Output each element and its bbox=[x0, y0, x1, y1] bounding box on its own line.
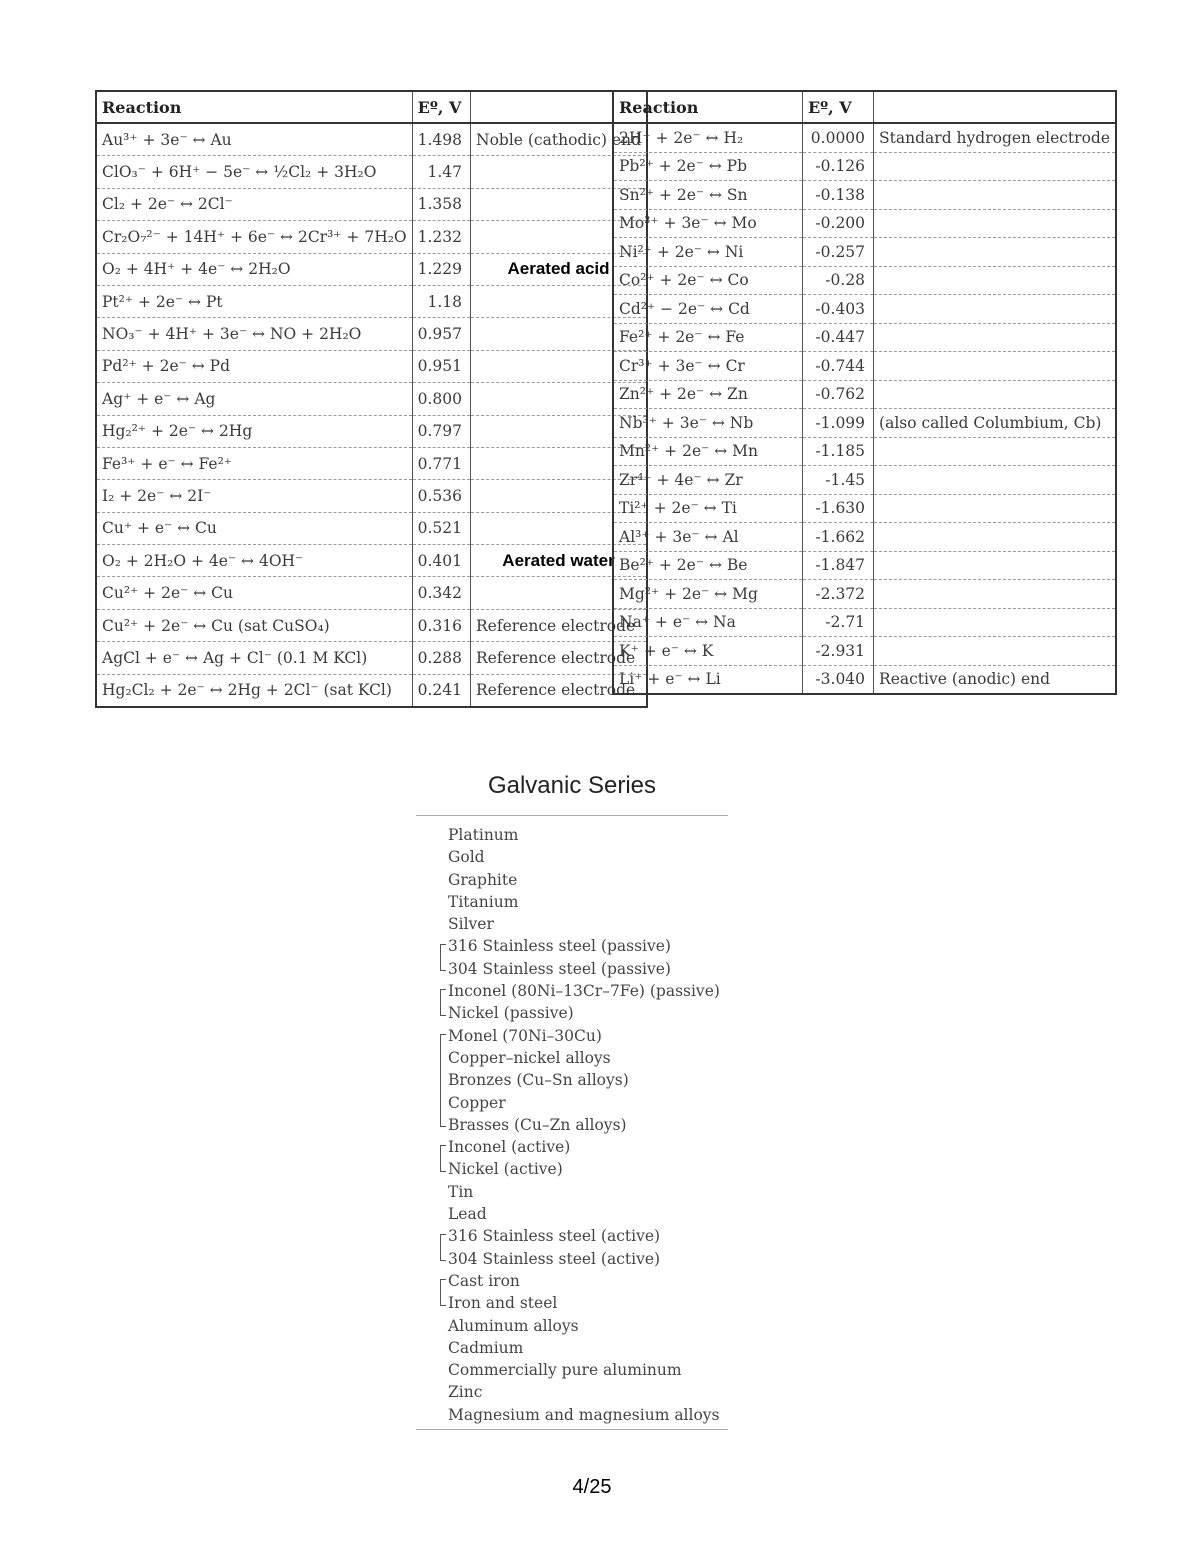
table-row bbox=[96, 123, 647, 156]
reaction-cell: Li⁺ + e⁻ ↔ Li bbox=[619, 670, 721, 689]
potential-cell: -1.45 bbox=[802, 466, 873, 495]
note-cell bbox=[874, 380, 1116, 409]
galvanic-series-title: Galvanic Series bbox=[487, 772, 657, 799]
table-row bbox=[613, 494, 1116, 523]
reaction-cell: Ag⁺ + e⁻ ↔ Ag bbox=[96, 383, 412, 415]
reaction-cell: I₂ + 2e⁻ ↔ 2I⁻ bbox=[96, 480, 412, 512]
reaction-cell: Mg²⁺ + 2e⁻ ↔ Mg bbox=[613, 580, 802, 609]
table-row bbox=[613, 323, 1116, 352]
table-row bbox=[96, 318, 647, 350]
potential-cell: 0.771 bbox=[412, 447, 470, 479]
galvanic-series-item: Iron and steel bbox=[440, 1292, 720, 1314]
galvanic-series-list bbox=[440, 824, 720, 1426]
potential-cell: 0.800 bbox=[412, 383, 470, 415]
galvanic-series-item: Cadmium bbox=[448, 1338, 524, 1357]
note-cell bbox=[874, 437, 1116, 466]
potential-cell: 0.316 bbox=[412, 609, 470, 641]
note-cell bbox=[874, 295, 1116, 324]
reaction-cell: Nb³⁺ + 3e⁻ ↔ Nb bbox=[613, 409, 802, 438]
note-cell bbox=[874, 637, 1116, 666]
galvanic-series-item: Copper–nickel alloys bbox=[440, 1047, 720, 1069]
reaction-cell: Be²⁺ + 2e⁻ ↔ Be bbox=[613, 551, 802, 580]
table-row bbox=[96, 285, 647, 317]
note-cell bbox=[874, 551, 1116, 580]
note-cell: Standard hydrogen electrode bbox=[874, 123, 1116, 152]
potential-cell: 1.229 bbox=[412, 253, 470, 285]
table-row bbox=[613, 608, 1116, 637]
reaction-cell: Cr³⁺ + 3e⁻ ↔ Cr bbox=[613, 352, 802, 381]
reaction-cell: Ti²⁺ + 2e⁻ ↔ Ti bbox=[613, 494, 802, 523]
potential-cell: -0.447 bbox=[802, 323, 873, 352]
reaction-cell: Ni²⁺ + 2e⁻ ↔ Ni bbox=[613, 238, 802, 267]
potential-cell: 0.342 bbox=[412, 577, 470, 609]
table-row bbox=[96, 642, 647, 674]
galvanic-series-item: Inconel (active) bbox=[440, 1136, 720, 1158]
table-row bbox=[613, 152, 1116, 181]
reaction-cell: AgCl + e⁻ ↔ Ag + Cl⁻ (0.1 M KCl) bbox=[96, 642, 412, 674]
potential-cell: -1.630 bbox=[802, 494, 873, 523]
reaction-cell: Zn²⁺ + 2e⁻ ↔ Zn bbox=[613, 380, 802, 409]
note-cell bbox=[874, 580, 1116, 609]
reaction-cell: Cu²⁺ + 2e⁻ ↔ Cu bbox=[96, 577, 412, 609]
potential-cell: 1.498 bbox=[412, 123, 470, 156]
note-cell bbox=[874, 209, 1116, 238]
table-body bbox=[96, 123, 647, 707]
table-body bbox=[613, 123, 1116, 694]
galvanic-series-item: Inconel (80Ni–13Cr–7Fe) (passive) bbox=[440, 980, 720, 1002]
reaction-cell: K⁺ + e⁻ ↔ K bbox=[613, 637, 802, 666]
reaction-cell: O₂ + 2H₂O + 4e⁻ ↔ 4OH⁻ bbox=[96, 545, 412, 577]
note-cell: Reactive (anodic) end bbox=[874, 665, 1116, 694]
note-cell bbox=[874, 466, 1116, 495]
note-cell: Aerated water bbox=[471, 545, 648, 577]
standard-potential-table-noble bbox=[95, 90, 648, 708]
reaction-cell: Hg₂²⁺ + 2e⁻ ↔ 2Hg bbox=[96, 415, 412, 447]
reaction-cell: Cr₂O₇²⁻ + 14H⁺ + 6e⁻ ↔ 2Cr³⁺ + 7H₂O bbox=[96, 221, 412, 253]
potential-cell: -2.931 bbox=[802, 637, 873, 666]
note-cell bbox=[874, 494, 1116, 523]
reaction-cell: Fe²⁺ + 2e⁻ ↔ Fe bbox=[613, 323, 802, 352]
reaction-cell: Cu⁺ + e⁻ ↔ Cu bbox=[96, 512, 412, 544]
reaction-cell: Au³⁺ + 3e⁻ ↔ Au bbox=[96, 123, 412, 156]
potential-cell: -1.185 bbox=[802, 437, 873, 466]
table-row bbox=[613, 295, 1116, 324]
potential-cell: -3.040 bbox=[802, 665, 873, 694]
table-row bbox=[96, 577, 647, 609]
potential-cell: 0.521 bbox=[412, 512, 470, 544]
galvanic-series-item: Magnesium and magnesium alloys bbox=[448, 1405, 720, 1424]
galvanic-series-item: Bronzes (Cu–Sn alloys) bbox=[440, 1069, 720, 1091]
reaction-cell: Mn²⁺ + 2e⁻ ↔ Mn bbox=[613, 437, 802, 466]
header-potential: Eº, V bbox=[802, 91, 873, 123]
reaction-cell: Cd²⁺ − 2e⁻ ↔ Cd bbox=[613, 295, 802, 324]
potential-cell: 1.47 bbox=[412, 156, 470, 188]
note-cell bbox=[874, 238, 1116, 267]
table-row bbox=[96, 253, 647, 285]
potential-cell: 0.957 bbox=[412, 318, 470, 350]
header-reaction: Reaction bbox=[613, 91, 802, 123]
table-row bbox=[613, 437, 1116, 466]
reaction-cell: Pd²⁺ + 2e⁻ ↔ Pd bbox=[96, 350, 412, 382]
table-row bbox=[613, 523, 1116, 552]
potential-cell: -1.662 bbox=[802, 523, 873, 552]
list-divider bbox=[416, 1429, 728, 1430]
note-cell: Noble (cathodic) end bbox=[471, 123, 648, 156]
potential-cell: 0.401 bbox=[412, 545, 470, 577]
potential-cell: -0.28 bbox=[802, 266, 873, 295]
reaction-cell: O₂ + 4H⁺ + 4e⁻ ↔ 2H₂O bbox=[96, 253, 412, 285]
table-row bbox=[613, 266, 1116, 295]
note-cell bbox=[874, 152, 1116, 181]
reaction-cell: Hg₂Cl₂ + 2e⁻ ↔ 2Hg + 2Cl⁻ (sat KCl) bbox=[102, 681, 392, 700]
table-row bbox=[613, 380, 1116, 409]
galvanic-series-item: Monel (70Ni–30Cu) bbox=[440, 1025, 720, 1047]
potential-cell: -2.372 bbox=[802, 580, 873, 609]
reaction-cell: Fe³⁺ + e⁻ ↔ Fe²⁺ bbox=[96, 447, 412, 479]
table-row bbox=[96, 480, 647, 512]
galvanic-series-item: Zinc bbox=[448, 1383, 483, 1402]
potential-cell: 0.0000 bbox=[802, 123, 873, 152]
potential-cell: -0.403 bbox=[802, 295, 873, 324]
note-cell bbox=[874, 608, 1116, 637]
galvanic-series-item: 316 Stainless steel (active) bbox=[440, 1225, 720, 1247]
reaction-cell: Na⁺ + e⁻ ↔ Na bbox=[613, 608, 802, 637]
table-row bbox=[96, 674, 647, 707]
galvanic-series-item: Silver bbox=[448, 915, 494, 934]
note-cell bbox=[874, 266, 1116, 295]
table-row bbox=[96, 447, 647, 479]
reaction-cell: Zr⁴⁺ + 4e⁻ ↔ Zr bbox=[613, 466, 802, 495]
note-cell: Reference electrode bbox=[471, 674, 648, 707]
table-row bbox=[96, 156, 647, 188]
table-row bbox=[613, 466, 1116, 495]
note-cell: Reference electrode bbox=[471, 609, 648, 641]
reaction-cell: Cl₂ + 2e⁻ ↔ 2Cl⁻ bbox=[96, 188, 412, 220]
table-row bbox=[96, 221, 647, 253]
galvanic-series-item: Copper bbox=[440, 1092, 720, 1114]
potential-cell: 1.232 bbox=[412, 221, 470, 253]
galvanic-series-item: 316 Stainless steel (passive) bbox=[440, 935, 720, 957]
header-potential: Eº, V bbox=[412, 91, 470, 123]
potential-cell: 0.288 bbox=[412, 642, 470, 674]
table-row bbox=[613, 409, 1116, 438]
table-row bbox=[613, 580, 1116, 609]
table-row bbox=[613, 238, 1116, 267]
galvanic-series-item: Nickel (active) bbox=[440, 1158, 720, 1180]
table-row bbox=[613, 551, 1116, 580]
galvanic-series-item: Aluminum alloys bbox=[448, 1316, 579, 1335]
potential-cell: -0.257 bbox=[802, 238, 873, 267]
galvanic-series-item: 304 Stainless steel (active) bbox=[440, 1248, 720, 1270]
note-cell bbox=[874, 352, 1116, 381]
table-header-row bbox=[613, 91, 1116, 123]
header-note bbox=[874, 91, 1116, 123]
note-cell: Aerated acid bbox=[471, 253, 648, 285]
galvanic-series-item: 304 Stainless steel (passive) bbox=[440, 958, 720, 980]
reaction-cell: Sn²⁺ + 2e⁻ ↔ Sn bbox=[613, 181, 802, 210]
table-row bbox=[613, 637, 1116, 666]
page-number: 4/25 bbox=[572, 1476, 612, 1498]
potential-cell: 0.241 bbox=[412, 674, 470, 707]
note-cell: Reference electrode bbox=[471, 642, 648, 674]
note-cell: (also called Columbium, Cb) bbox=[874, 409, 1116, 438]
potential-cell: 1.358 bbox=[412, 188, 470, 220]
potential-cell: -0.762 bbox=[802, 380, 873, 409]
galvanic-series-item: Lead bbox=[448, 1205, 487, 1224]
potential-cell: -2.71 bbox=[802, 608, 873, 637]
header-reaction: Reaction bbox=[96, 91, 412, 123]
reaction-cell: Pt²⁺ + 2e⁻ ↔ Pt bbox=[96, 285, 412, 317]
galvanic-series-item: Titanium bbox=[448, 892, 519, 911]
potential-cell: -0.200 bbox=[802, 209, 873, 238]
table-row bbox=[613, 123, 1116, 152]
table-row bbox=[96, 188, 647, 220]
title-divider bbox=[416, 815, 728, 816]
galvanic-series-item: Commercially pure aluminum bbox=[448, 1361, 682, 1380]
galvanic-series-item: Tin bbox=[448, 1182, 474, 1201]
note-cell bbox=[874, 181, 1116, 210]
table-row bbox=[96, 415, 647, 447]
table-row bbox=[96, 545, 647, 577]
table-row bbox=[613, 181, 1116, 210]
galvanic-series-item: Platinum bbox=[448, 826, 519, 844]
table-row bbox=[613, 352, 1116, 381]
potential-cell: -0.744 bbox=[802, 352, 873, 381]
galvanic-series-item: Graphite bbox=[448, 870, 518, 889]
reaction-cell: ClO₃⁻ + 6H⁺ − 5e⁻ ↔ ½Cl₂ + 3H₂O bbox=[96, 156, 412, 188]
galvanic-series-item: Brasses (Cu–Zn alloys) bbox=[440, 1114, 720, 1136]
potential-cell: -0.138 bbox=[802, 181, 873, 210]
reaction-cell: Al³⁺ + 3e⁻ ↔ Al bbox=[613, 523, 802, 552]
table-row bbox=[96, 350, 647, 382]
potential-cell: 1.18 bbox=[412, 285, 470, 317]
reaction-cell: Mo³⁺ + 3e⁻ ↔ Mo bbox=[613, 209, 802, 238]
galvanic-series-item: Gold bbox=[448, 848, 485, 867]
table-row bbox=[96, 609, 647, 641]
note-cell bbox=[874, 323, 1116, 352]
reaction-cell: NO₃⁻ + 4H⁺ + 3e⁻ ↔ NO + 2H₂O bbox=[96, 318, 412, 350]
table-row bbox=[96, 383, 647, 415]
galvanic-series-item: Nickel (passive) bbox=[440, 1002, 720, 1024]
reaction-cell: Cu²⁺ + 2e⁻ ↔ Cu (sat CuSO₄) bbox=[96, 609, 412, 641]
table-row bbox=[96, 512, 647, 544]
potential-cell: -1.099 bbox=[802, 409, 873, 438]
table-row bbox=[613, 209, 1116, 238]
potential-cell: -1.847 bbox=[802, 551, 873, 580]
reaction-cell: Co²⁺ + 2e⁻ ↔ Co bbox=[613, 266, 802, 295]
potential-cell: 0.536 bbox=[412, 480, 470, 512]
reaction-cell: Pb²⁺ + 2e⁻ ↔ Pb bbox=[613, 152, 802, 181]
galvanic-series-item: Cast iron bbox=[440, 1270, 720, 1292]
table-row bbox=[613, 665, 1116, 694]
table-header-row bbox=[96, 91, 647, 123]
standard-potential-table-active bbox=[612, 90, 1117, 695]
potential-cell: 0.797 bbox=[412, 415, 470, 447]
potential-cell: -0.126 bbox=[802, 152, 873, 181]
reaction-cell: 2H⁺ + 2e⁻ ↔ H₂ bbox=[613, 123, 802, 152]
potential-cell: 0.951 bbox=[412, 350, 470, 382]
note-cell bbox=[874, 523, 1116, 552]
